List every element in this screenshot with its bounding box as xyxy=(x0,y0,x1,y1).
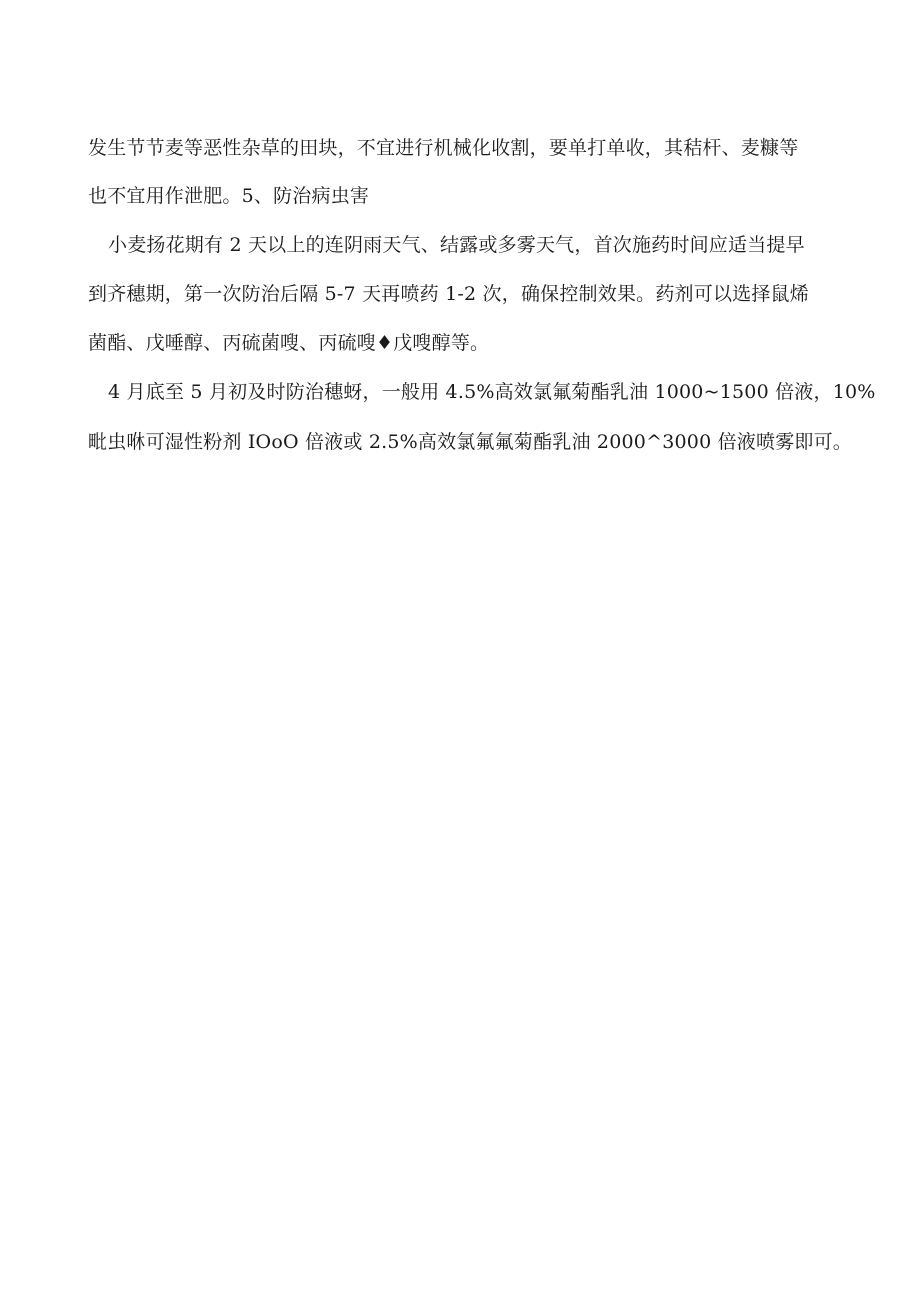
text-line-4: 到齐穗期，第一次防治后隔 5-7 天再喷药 1-2 次，确保控制效果。药剂可以选择鼠烯 xyxy=(88,283,809,305)
text-line-1: 发生节节麦等恶性杂草的田块，不宜进行机械化收割，要单打单收，其秸杆、麦糠等 xyxy=(88,137,799,159)
text-line-5: 菌酯、戊唾醇、丙硫菌嗖、丙硫嗖♦戊嗖醇等。 xyxy=(88,332,490,354)
text-line-3: 小麦扬花期有 2 天以上的连阴雨天气、结露或多雾天气，首次施药时间应适当提早 xyxy=(108,234,805,256)
text-line-2: 也不宜用作泄肥。5、防治病虫害 xyxy=(88,185,370,207)
text-line-6: 4 月底至 5 月初及时防治穗蚜，一般用 4.5%高效氯氟菊酯乳油 1000~1500 倍液，10% xyxy=(108,381,876,403)
text-line-7: 毗虫咻可湿性粉剂 IOoO 倍液或 2.5%高效氯氟氟菊酯乳油 2000^3000 倍液喷雾即可。 xyxy=(88,431,852,453)
